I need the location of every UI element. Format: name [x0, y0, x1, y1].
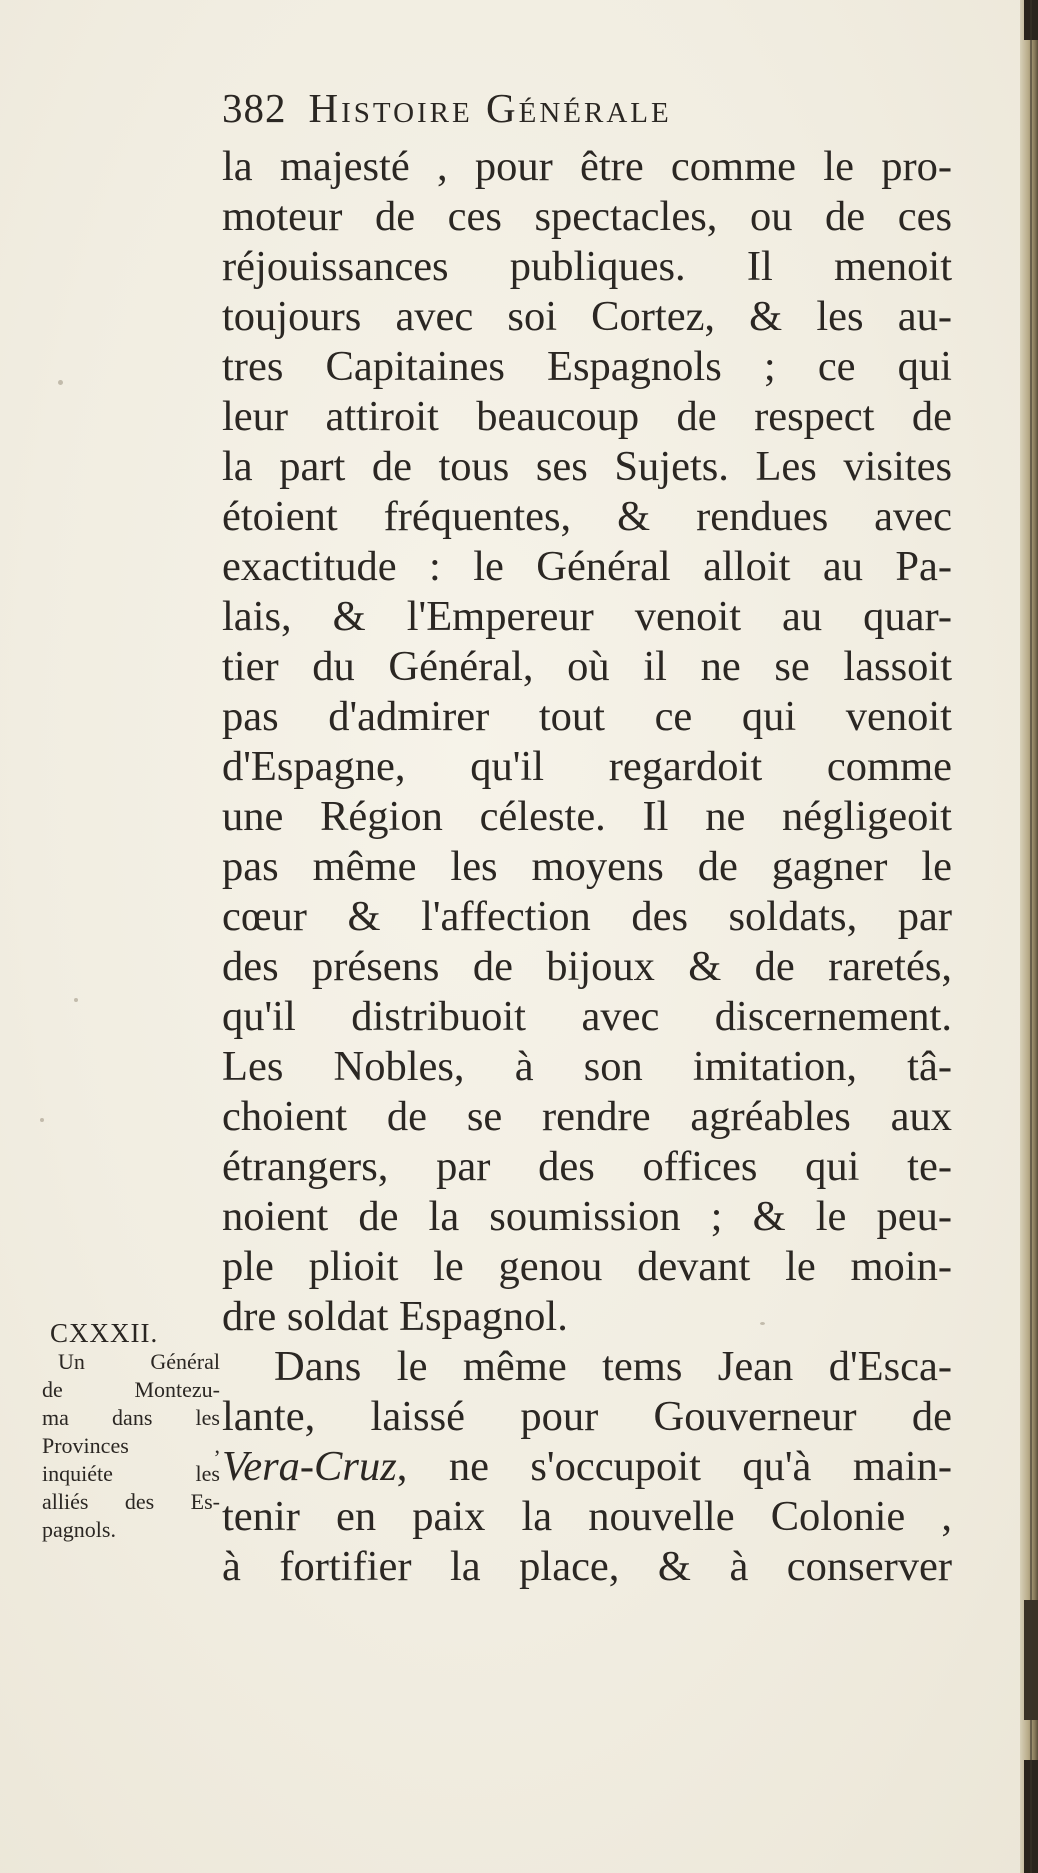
running-header: [222, 78, 922, 138]
text-line: leur attiroit beaucoup de respect de: [222, 393, 952, 440]
paper-speck: [40, 1118, 44, 1122]
paper-speck: [74, 998, 78, 1002]
marginal-note-line: ma dans les: [42, 1405, 220, 1430]
marginal-note-line: Un Général: [58, 1349, 220, 1374]
text-line: tier du Général, où il ne se lassoit: [222, 643, 952, 690]
text-line: cœur & l'affection des soldats, par: [222, 893, 952, 940]
marginal-note-line: de Montezu-: [42, 1377, 220, 1402]
text-line: ple plioit le genou devant le moin-: [222, 1243, 952, 1290]
text-line: des présens de bijoux & de raretés,: [222, 943, 952, 990]
text-line: une Région céleste. Il ne négligeoit: [222, 793, 952, 840]
page-edge-line: [1030, 0, 1032, 1873]
text-line: choient de se rendre agréables aux: [222, 1093, 952, 1140]
text-line: lais, & l'Empereur venoit au quar-: [222, 593, 952, 640]
marginal-note-number: CXXXII.: [50, 1318, 159, 1348]
text-line: étoient fréquentes, & rendues avec: [222, 493, 952, 540]
text-line: lante, laissé pour Gouverneur de: [222, 1393, 952, 1440]
text-line: étrangers, par des offices qui te-: [222, 1143, 952, 1190]
text-line: réjouissances publiques. Il menoit: [222, 243, 952, 290]
text-line-with-italic: [222, 1442, 952, 1492]
text-line: tenir en paix la nouvelle Colonie ,: [222, 1493, 952, 1540]
text-line: pas même les moyens de gagner le: [222, 843, 952, 890]
italic-place-name: Vera-Cruz: [222, 1443, 397, 1490]
text-line: pas d'admirer tout ce qui venoit: [222, 693, 952, 740]
text-line: noient de la soumission ; & le peu-: [222, 1193, 952, 1240]
marginal-note-line: inquiéte les: [42, 1461, 220, 1486]
paper-speck: [58, 380, 63, 385]
text-line: la part de tous ses Sujets. Les visites: [222, 443, 952, 490]
book-spine-edge: [1020, 0, 1038, 1873]
page-number: 382: [222, 85, 287, 131]
text-line: la majesté , pour être comme le pro-: [222, 143, 952, 190]
running-title: Histoire Générale: [308, 85, 672, 131]
paragraph-start-line: Dans le même tems Jean d'Esca-: [274, 1343, 952, 1390]
text-segment: , ne s'occupoit qu'à main-: [396, 1443, 952, 1490]
marginal-note: [42, 1318, 220, 1544]
text-line: à fortifier la place, & à conserver: [222, 1543, 952, 1590]
marginal-note-line: Provinces ,: [42, 1433, 220, 1458]
paragraph-end-line: dre soldat Espagnol.: [222, 1293, 568, 1340]
marginal-note-line: alliés des Es-: [42, 1489, 220, 1514]
text-line: d'Espagne, qu'il regardoit comme: [222, 743, 952, 790]
text-line: qu'il distribuoit avec discernement.: [222, 993, 952, 1040]
text-line: Les Nobles, à son imitation, tâ-: [222, 1043, 952, 1090]
text-line: toujours avec soi Cortez, & les au-: [222, 293, 952, 340]
marginal-note-line: pagnols.: [42, 1517, 116, 1542]
text-line: tres Capitaines Espagnols ; ce qui: [222, 343, 952, 390]
text-line: exactitude : le Général alloit au Pa-: [222, 543, 952, 590]
text-line: moteur de ces spectacles, ou de ces: [222, 193, 952, 240]
body-text: [222, 142, 952, 1592]
